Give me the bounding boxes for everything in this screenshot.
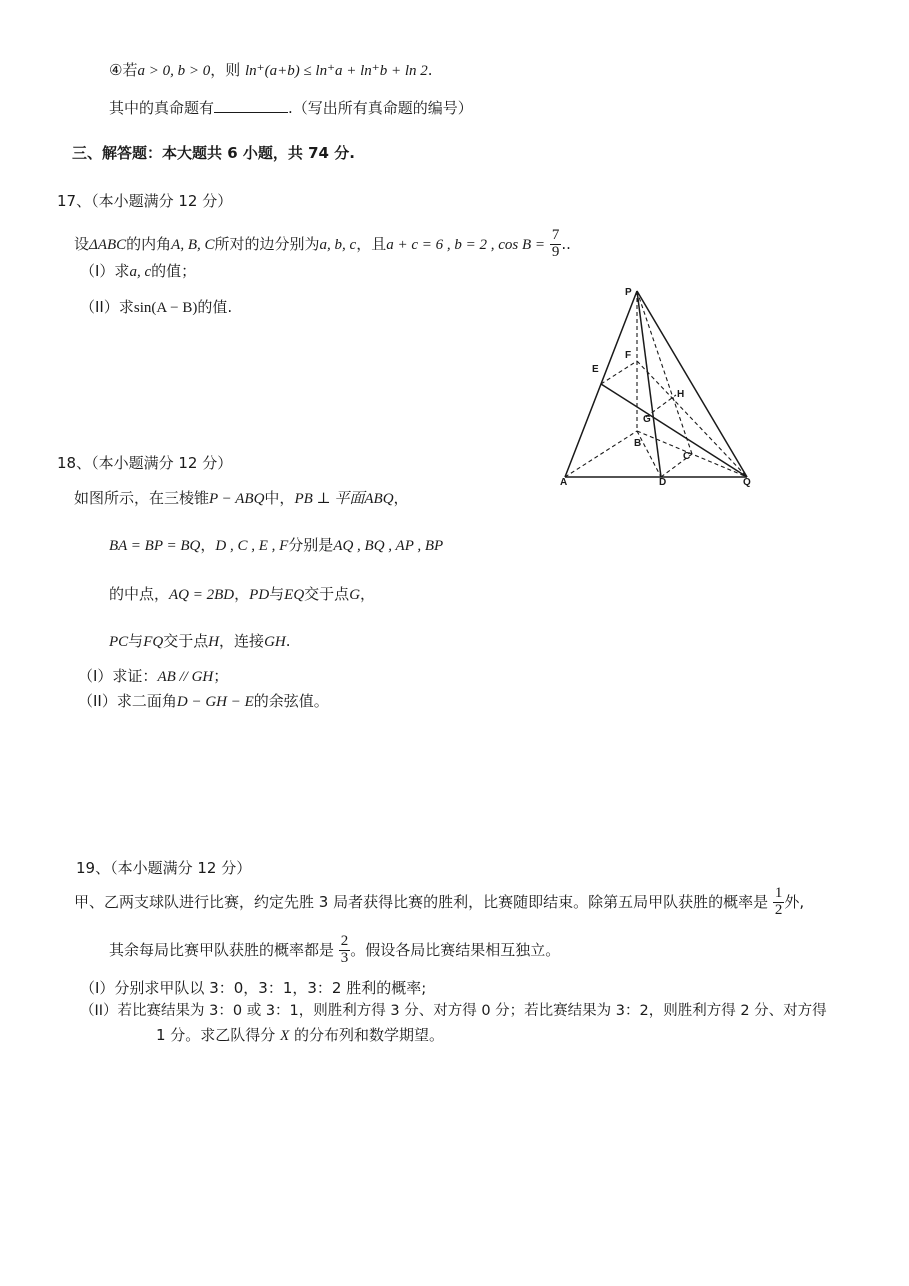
label-A: A (560, 477, 568, 488)
q18-l4-h: . (285, 632, 291, 650)
q18-equal-edges: BA = BP = BQ (109, 538, 201, 554)
q18-perpendicular: PB ⊥ 平面ABQ (294, 491, 394, 507)
q18-l4-d: 交于点 (163, 632, 209, 650)
q18-l3-c: ， (234, 585, 250, 603)
q16-item4-line (109, 63, 433, 79)
q18-fq: FQ (143, 634, 164, 650)
q17-stmt-g: ，且 (356, 234, 387, 253)
q19-f1-numerator: 1 (774, 885, 783, 901)
edge-PD (637, 291, 661, 477)
q18-point-g: G (349, 587, 361, 603)
q17-stmt-e: 所对的边分别为 (214, 234, 320, 253)
q19-part1: （I）分别求甲队以 3：0，3：1，3：2 胜利的概率; (80, 979, 427, 997)
q17-part1-end: 的值； (151, 262, 197, 280)
q17-triangle: ΔABC (89, 236, 127, 253)
q18-l1-c: 中， (264, 489, 295, 507)
q18-l3-a: 的中点， (109, 585, 170, 603)
q18-part1-end: ； (213, 667, 229, 685)
q16-item4-end: . (427, 61, 433, 79)
q17-cos-denominator: 9 (551, 243, 560, 260)
label-F: F (625, 350, 632, 361)
q19-fraction-half (773, 886, 785, 919)
q18-line4 (109, 634, 291, 650)
q17-stmt-a: 设 (74, 234, 90, 253)
q18-eq: EQ (284, 587, 305, 603)
q18-line2 (109, 538, 443, 554)
q18-l1-e: ， (393, 489, 409, 507)
q18-part2 (78, 694, 329, 710)
label-Q: Q (743, 477, 751, 488)
section-3-heading: 三、解答题：本大题共 6 小题，共 74 分. (72, 144, 355, 162)
q18-l1-a: 如图所示，在三棱锥 (74, 489, 210, 507)
q18-part1-label: （I）求证： (78, 667, 158, 685)
q18-l3-g: 交于点 (304, 585, 350, 603)
q18-midpoints: D , C , E , F (215, 538, 289, 554)
q18-line1 (74, 491, 409, 507)
q19-l2-end: 。假设各局比赛结果相互独立。 (350, 940, 561, 959)
q17-part2-expr: sin(A − B) (133, 300, 198, 316)
q18-l3-e: 与 (269, 585, 285, 603)
q18-part1-expr: AB // GH (157, 669, 214, 685)
q18-l3-i: ， (360, 585, 376, 603)
q17-conditions: a + c = 6 , b = 2 , cos B = (386, 236, 546, 253)
label-P: P (625, 287, 632, 298)
q19-f2-numerator: 2 (340, 933, 349, 949)
q18-l4-b: 与 (128, 632, 144, 650)
q17-header: 17、（本小题满分 12 分） (57, 192, 233, 210)
label-E: E (592, 364, 599, 375)
q17-cos-numerator: 7 (551, 227, 560, 243)
q17-cos-fraction (550, 228, 562, 261)
q17-statement (74, 228, 571, 261)
q18-pc: PC (109, 634, 129, 650)
q17-sides: a, b, c (319, 236, 357, 253)
q17-part2-label: （II）求 (80, 298, 134, 316)
q18-point-h: H (208, 634, 220, 650)
q19-line1 (74, 886, 804, 919)
q19-l1-end: 外, (784, 892, 805, 911)
q16-true-suffix: .（写出所有真命题的编号） (288, 99, 473, 117)
q18-part2-expr: D − GH − E (176, 694, 254, 710)
label-G: G (643, 414, 651, 425)
q17-part1-label: （I）求 (80, 262, 130, 280)
q19-l1: 甲、乙两支球队进行比赛，约定先胜 3 局者获得比赛的胜利，比赛随即结束。除第五局甲队获胜的概率是 (74, 892, 769, 911)
q16-item4-condition: a > 0, b > 0 (137, 63, 211, 79)
edge-PC (637, 291, 692, 454)
label-H: H (677, 389, 685, 400)
q18-pd: PD (249, 587, 270, 603)
label-B: B (634, 438, 642, 449)
q18-gh: GH (264, 634, 286, 650)
edge-EF (601, 361, 637, 384)
q18-l2-d: 分别是 (288, 536, 334, 554)
q17-part2 (80, 300, 232, 316)
q19-part2-line1: （II）若比赛结果为 3：0 或 3：1，则胜利方得 3 分、对方得 0 分；若比赛结果为 3：2，则胜利方得 2 分、对方得 (80, 1003, 827, 1019)
q19-f1-denominator: 2 (774, 901, 783, 918)
q18-l4-f: ，连接 (219, 632, 265, 650)
q19-header: 19、（本小题满分 12 分） (76, 859, 252, 877)
q17-part2-end: 的值. (197, 298, 233, 316)
q16-item4-mid: ，则 (210, 61, 241, 79)
q19-line2 (109, 934, 560, 967)
q19-f2-denominator: 3 (340, 949, 349, 966)
edge-PQ (637, 291, 747, 477)
q19-part2-line2 (156, 1028, 444, 1044)
q17-stmt-end: .. (561, 234, 571, 253)
q19-variable-x: X (280, 1028, 290, 1044)
q16-item4-formula: ln⁺(a+b) ≤ ln⁺a + ln⁺b + ln 2 (245, 63, 428, 79)
q19-p2b-c: 的分布列和数学期望。 (294, 1026, 445, 1044)
q16-item4-prefix: ④若 (109, 61, 138, 79)
q18-line3 (109, 587, 375, 603)
q18-segments: AQ , BQ , AP , BP (333, 538, 444, 554)
q17-part1-vars: a, c (129, 264, 152, 280)
label-C: C (683, 451, 691, 462)
q18-part2-end: 的余弦值。 (253, 692, 329, 710)
q18-l2-b: ， (200, 536, 216, 554)
edge-EQ (601, 384, 747, 477)
q16-true-prefix: 其中的真命题有 (109, 99, 215, 117)
q18-part1 (78, 669, 228, 685)
q16-true-statements-line (109, 98, 473, 116)
q18-pyramid-name: P − ABQ (209, 491, 265, 507)
q19-l2: 其余每局比赛甲队获胜的概率都是 (109, 940, 335, 959)
q18-aq-bd: AQ = 2BD (169, 587, 235, 603)
q18-part2-label: （II）求二面角 (78, 692, 177, 710)
q18-header: 18、（本小题满分 12 分） (57, 454, 233, 472)
q17-angles: A, B, C (171, 236, 215, 253)
edge-AB (565, 431, 637, 477)
label-D: D (659, 477, 667, 488)
q17-stmt-c: 的内角 (126, 234, 172, 253)
answer-blank[interactable] (214, 98, 288, 113)
q19-p2b-a: 1 分。求乙队得分 (156, 1026, 276, 1044)
q19-fraction-two-thirds (339, 934, 351, 967)
q18-pyramid-figure (552, 283, 767, 493)
q17-part1 (80, 264, 196, 280)
